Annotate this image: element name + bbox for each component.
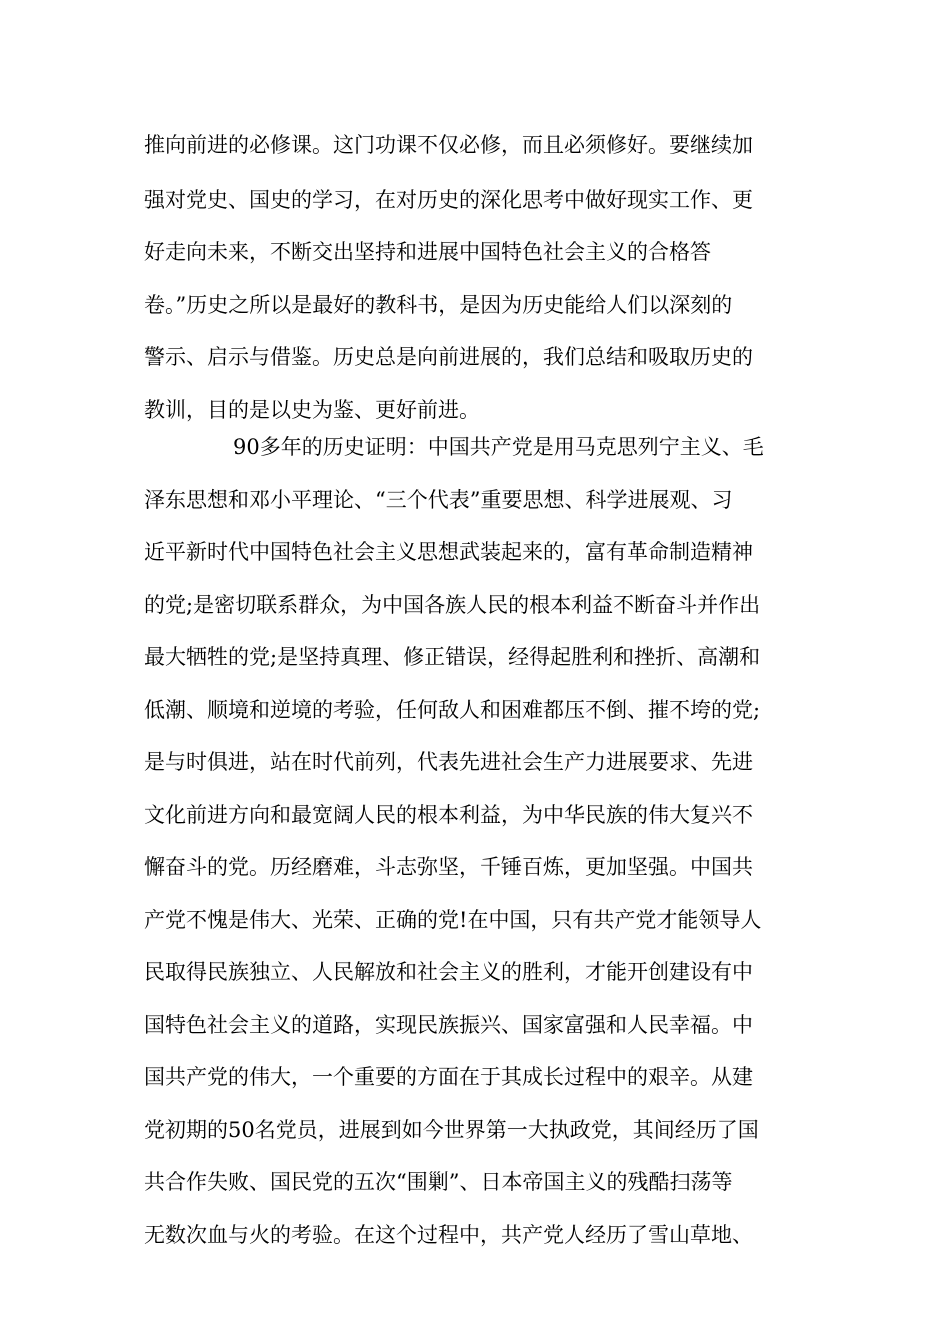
paragraph-2-line: 懈奋斗的党。历经磨难，斗志弥坚，千锤百炼，更加坚强。中国共 [144,855,753,879]
paragraph-1-line: 强对党史、国史的学习，在对历史的深化思考中做好现实工作、更 [144,188,753,212]
paragraph-1-line: 好走向未来，不断交出坚持和进展中国特色社会主义的合格答 [144,240,711,264]
paragraph-2-line: 低潮、顺境和逆境的考验，任何敌人和困难都压不倒、摧不垮的党; [144,698,761,722]
paragraph-2-line: 90多年的历史证明：中国共产党是用马克思列宁主义、毛 [233,435,764,459]
paragraph-2-line: 的党;是密切联系群众，为中国各族人民的根本利益不断奋斗并作出 [144,593,761,617]
paragraph-2-line: 是与时俱进，站在时代前列，代表先进社会生产力进展要求、先进 [144,750,753,774]
paragraph-2-line: 国特色社会主义的道路，实现民族振兴、国家富强和人民幸福。中 [144,1013,753,1037]
paragraph-1-line: 推向前进的必修课。这门功课不仅必修，而且必须修好。要继续加 [144,133,753,157]
paragraph-1-line: 警示、启示与借鉴。历史总是向前进展的，我们总结和吸取历史的 [144,345,753,369]
paragraph-2-line: 国共产党的伟大，一个重要的方面在于其成长过程中的艰辛。从建 [144,1065,753,1089]
paragraph-2-line: 共合作失败、国民党的五次“围剿”、日本帝国主义的残酷扫荡等 [144,1170,733,1194]
paragraph-2-line: 无数次血与火的考验。在这个过程中，共产党人经历了雪山草地、 [144,1223,753,1247]
paragraph-2-line: 产党不愧是伟大、光荣、正确的党!在中国，只有共产党才能领导人 [144,908,762,932]
paragraph-2-line: 民取得民族独立、人民解放和社会主义的胜利，才能开创建设有中 [144,960,753,984]
paragraph-1-line: 教训，目的是以史为鉴、更好前进。 [144,398,480,422]
paragraph-1-line: 卷。”历史之所以是最好的教科书，是因为历史能给人们以深刻的 [144,293,733,317]
paragraph-2-line: 泽东思想和邓小平理论、“三个代表”重要思想、科学进展观、习 [144,488,733,512]
paragraph-2-line: 最大牺牲的党;是坚持真理、修正错误，经得起胜利和挫折、高潮和 [144,645,761,669]
paragraph-2-line: 党初期的50名党员，进展到如今世界第一大执政党，其间经历了国 [144,1118,759,1142]
paragraph-2-line: 近平新时代中国特色社会主义思想武装起来的，富有革命制造精神 [144,540,753,564]
paragraph-2-line: 文化前进方向和最宽阔人民的根本利益，为中华民族的伟大复兴不 [144,803,753,827]
